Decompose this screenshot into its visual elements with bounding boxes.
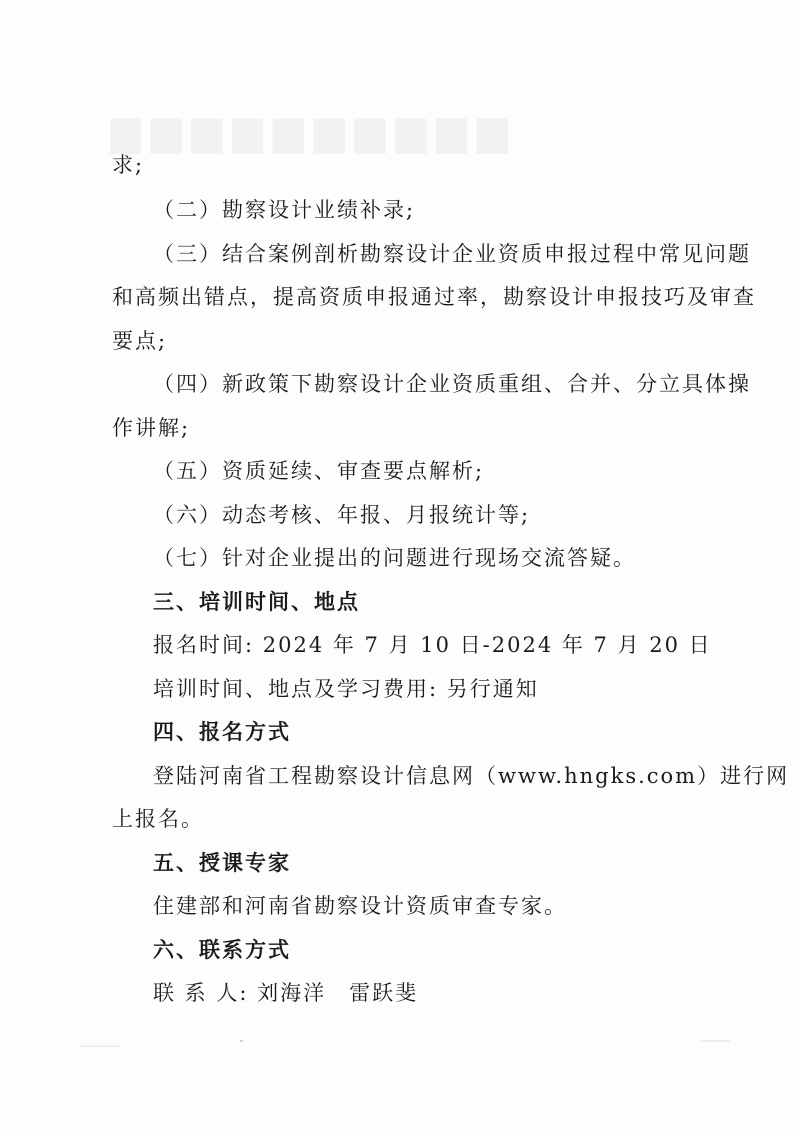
experts-text: 住建部和河南省勘察设计资质审查专家。	[153, 894, 567, 918]
section-heading: 四、报名方式	[153, 720, 291, 744]
bleed-through-shadow	[110, 108, 670, 166]
paragraph-line: 作讲解;	[112, 416, 191, 440]
contact-person: 联 系 人: 刘海洋 雷跃斐	[153, 981, 419, 1005]
scan-speck	[700, 1040, 730, 1042]
training-info: 培训时间、地点及学习费用: 另行通知	[153, 677, 539, 701]
list-item-2: （二）勘察设计业绩补录;	[153, 198, 416, 222]
list-item-3: （三）结合案例剖析勘察设计企业资质申报过程中常见问题	[153, 242, 751, 266]
registration-method: 登陆河南省工程勘察设计信息网（www.hngks.com）进行网	[153, 764, 790, 788]
section-heading: 六、联系方式	[153, 938, 291, 962]
section-heading: 五、授课专家	[153, 851, 291, 875]
registration-time: 报名时间: 2024 年 7 月 10 日-2024 年 7 月 20 日	[153, 633, 712, 657]
list-item-6: （六）动态考核、年报、月报统计等;	[153, 503, 531, 527]
paragraph-line: 上报名。	[112, 807, 204, 831]
paragraph-line: 求;	[112, 153, 145, 177]
paragraph-line: 和高频出错点，提高资质申报通过率，勘察设计申报技巧及审查	[112, 285, 756, 309]
list-item-7: （七）针对企业提出的问题进行现场交流答疑。	[153, 546, 636, 570]
section-heading: 三、培训时间、地点	[153, 590, 360, 614]
scan-speck	[240, 1040, 243, 1042]
paragraph-line: 要点;	[112, 329, 168, 353]
list-item-4: （四）新政策下勘察设计企业资质重组、合并、分立具体操	[153, 372, 751, 396]
scan-speck	[80, 1045, 120, 1047]
list-item-5: （五）资质延续、审查要点解析;	[153, 459, 485, 483]
